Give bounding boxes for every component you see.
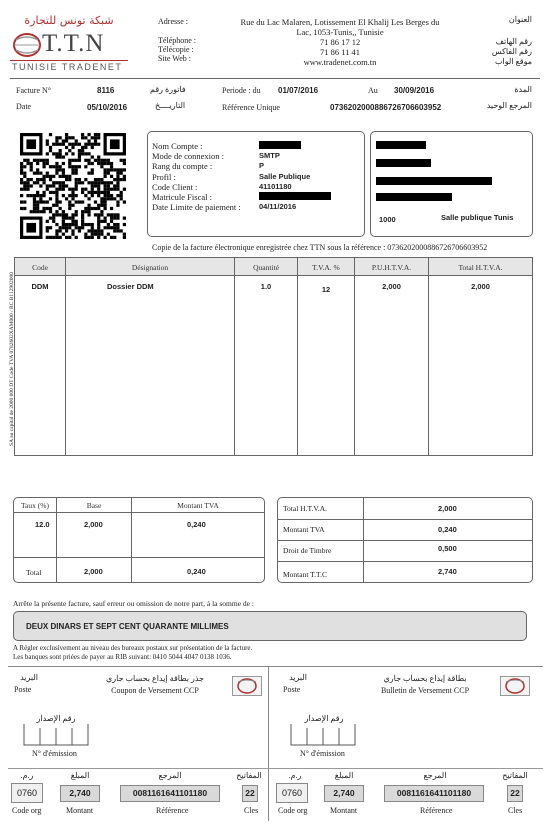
montant-ttc-value: 2,740: [438, 567, 457, 576]
right-montant-ar: المبلغ: [334, 771, 354, 780]
right-cles-value: 22: [507, 785, 523, 802]
coupon-right-emission-boxes: [290, 724, 356, 746]
client-values: [259, 141, 331, 212]
tva-col-base: Base: [86, 501, 102, 510]
right-reference-ar: المرجع: [423, 771, 447, 780]
total-htva-value: 2,000: [438, 504, 457, 513]
address-text: [220, 17, 460, 67]
left-montant-value: 2,740: [60, 785, 100, 802]
tva-montant: 0,240: [187, 520, 206, 529]
mode-value: SMTP: [259, 151, 280, 161]
row-designation: Dossier DDM: [107, 282, 154, 291]
au-label: Au: [368, 86, 378, 95]
matricule-label: Matricule Fiscal :: [152, 192, 212, 203]
periode-label-ar: المدة: [514, 85, 532, 94]
coupon-left-poste: Poste: [14, 685, 32, 694]
date-limite-value: 04/11/2016: [259, 202, 297, 212]
amount-in-words: DEUX DINARS ET SEPT CENT QUARANTE MILLIMES: [26, 622, 229, 631]
side-note: SA au capital de 2000 000 DT Code TVA 0782602XAM000 / RC B112902000: [9, 272, 15, 446]
phone-value: 71 86 17 12: [319, 37, 361, 47]
date-label: Date: [16, 102, 32, 111]
facture-label-ar: فاتورة رقم: [150, 85, 186, 94]
col-puht: P.U.H.T.V.A.: [371, 263, 412, 272]
company-logo: [10, 14, 130, 74]
tva-col-taux: Taux (%): [20, 501, 49, 510]
address-redacted-2: [376, 159, 431, 167]
periode-label: Periode : du: [222, 86, 261, 95]
coupon-left-title-ar: جذر بطاقة إيداع بحساب جاري: [106, 674, 204, 683]
company-arabic-name: شبكة تونس للتجارة: [24, 14, 114, 27]
col-tva: T.V.A. %: [312, 263, 340, 272]
col-total: Total H.T.V.A.: [458, 263, 503, 272]
col-designation: Désignation: [131, 263, 169, 272]
fax-label: Télécopie :: [158, 45, 194, 54]
address-line2: Lac, 1053-Tunis,, Tunisie: [296, 27, 384, 37]
col-quantite: Quantité: [253, 263, 279, 272]
left-reference-ar: المرجع: [158, 771, 182, 780]
web-label-ar: موقع الواب: [494, 57, 532, 66]
profil-label: Profil :: [152, 171, 176, 182]
arrete-text: Arrête la présente facture, sauf erreur ou omission de notre part, à la somme de :: [13, 599, 254, 608]
copy-note: Copie de la facture électronique enregistrée chez TTN sous la référence : 0736202000886726706603952: [152, 243, 488, 252]
ref-label-ar: المرجع الوحيد: [486, 101, 532, 110]
periode-to: 30/09/2016: [394, 86, 435, 95]
tva-base: 2,000: [84, 520, 103, 529]
col-code: Code: [32, 263, 48, 272]
coupon-left-title: Coupon de Versement CCP: [111, 686, 199, 695]
coupon-right-poste: Poste: [283, 685, 301, 694]
nom-compte-label: Nom Compte :: [152, 141, 203, 151]
code-client-label: Code Client :: [152, 181, 198, 192]
company-acronym: T.T.N: [42, 30, 105, 57]
left-montant-label: Montant: [66, 806, 94, 815]
tva-total-label: Total: [26, 568, 42, 577]
left-montant-ar: المبلغ: [70, 771, 90, 780]
montant-ttc-label: Montant T.T.C: [283, 570, 327, 579]
phone-label-ar: رقم الهاتف: [495, 37, 532, 46]
left-code-org-box: [11, 783, 43, 803]
right-montant-label: Montant: [330, 806, 358, 815]
coupon-right-poste-ar: البريد: [289, 673, 307, 682]
invoice-date: 05/10/2016: [87, 103, 128, 112]
right-reference-value: 0081161641101180: [384, 785, 484, 802]
coupon-left-emission: N° d'émission: [32, 749, 77, 758]
coupon-right-emission-ar: رقم الإصدار: [304, 714, 344, 723]
payment-note-1: A Régler exclusivement au niveau des bureaux postaux sur présentation de la facture.: [13, 644, 253, 652]
postal-code: 1000: [379, 215, 396, 224]
coupon-right-title: Bulletin de Versement CCP: [380, 686, 470, 695]
mode-label: Mode de connexion :: [152, 151, 224, 162]
row-tva: 12: [321, 285, 331, 294]
tva-taux: 12.0: [35, 520, 50, 529]
totals-box: [277, 497, 533, 583]
coupon-right-emission: N° d'émission: [300, 749, 345, 758]
tva-col-montant: Montant TVA: [177, 501, 219, 510]
right-code-org-box: [276, 783, 308, 803]
fax-label-ar: رقم الفاكس: [491, 47, 532, 56]
montant-tva-value: 0,240: [438, 525, 457, 534]
left-cles-value: 22: [242, 785, 258, 802]
address-redacted-1: [376, 141, 426, 149]
total-htva-label: Total H.T.V.A.: [283, 504, 327, 513]
matricule-redacted: [259, 192, 331, 202]
row-code: DDM: [31, 282, 49, 291]
web-value: www.tradenet.com.tn: [303, 57, 377, 67]
tva-total-base: 2,000: [84, 567, 103, 576]
address-redacted-3: [376, 177, 492, 185]
right-cles-ar: المفاتيح: [502, 771, 528, 780]
fax-value: 71 86 11 41: [319, 47, 361, 57]
periode-from: 01/07/2016: [278, 86, 319, 95]
droit-timbre-label: Droit de Timbre: [283, 546, 332, 555]
left-code-org-value: 0760: [16, 788, 38, 798]
address-label: Adresse :: [158, 17, 188, 26]
montant-tva-label: Montant TVA: [283, 525, 325, 534]
coupon-left-emission-boxes: [23, 724, 89, 746]
facture-number: 8116: [97, 86, 115, 95]
row-puht: 2,000: [382, 282, 401, 291]
nom-compte-redacted: [259, 141, 331, 151]
address-label-ar: العنوان: [508, 15, 532, 24]
right-montant-value: 2,740: [324, 785, 364, 802]
right-rm-ar: ر.م.: [288, 771, 302, 780]
client-labels: [152, 141, 241, 212]
ref-label: Référence Unique: [222, 103, 280, 112]
facture-label: Facture N°: [16, 86, 51, 95]
code-client-value: 41101180: [259, 181, 292, 191]
left-reference-label: Référence: [156, 806, 189, 815]
left-reference-value: 0081161641101180: [120, 785, 220, 802]
coupon-left-emission-ar: رقم الإصدار: [36, 714, 76, 723]
left-code-org-label: Code org: [12, 806, 42, 815]
client-address-box: [370, 131, 533, 237]
company-full-name: TUNISIE TRADENET: [12, 62, 123, 72]
right-reference-label: Référence: [420, 806, 453, 815]
row-total: 2,000: [471, 282, 490, 291]
tva-total-montant: 0,240: [187, 567, 206, 576]
tva-table: [13, 497, 265, 583]
left-cles-ar: المفاتيح: [236, 771, 262, 780]
left-rm-ar: ر.م.: [20, 771, 34, 780]
coupon-right-logo-icon: [500, 676, 530, 696]
ttn-globe-logo-icon: [12, 32, 42, 58]
date-label-ar: التاريــــخ: [155, 101, 186, 110]
right-code-org-value: 0760: [281, 788, 303, 798]
web-label: Site Web :: [158, 54, 191, 63]
amount-words-box: [13, 611, 527, 641]
address-line1: Rue du Lac Malaren, Lotissement El Khalij Les Berges du: [240, 17, 440, 27]
droit-timbre-value: 0,500: [438, 544, 457, 553]
coupon-right-title-ar: بطاقة إيداع بحساب جاري: [383, 674, 467, 683]
profil-value: Salle Publique: [259, 171, 311, 181]
payment-note-2: Les banques sont priées de payer au RIB suivant: 0410 5044 4047 0138 1036.: [13, 653, 232, 661]
ref-value: 0736202000886726706603952: [330, 103, 442, 112]
date-limite-label: Date Limite de paiement :: [152, 202, 241, 213]
right-code-org-label: Code org: [278, 806, 308, 815]
city: Salle publique Tunis: [441, 213, 514, 222]
phone-label: Téléphone :: [158, 36, 196, 45]
table-row: [15, 282, 532, 294]
items-table: [14, 257, 533, 456]
rang-value: P: [259, 161, 265, 171]
right-cles-label: Cles: [508, 806, 523, 815]
rang-label: Rang du compte :: [152, 161, 213, 172]
left-cles-label: Cles: [244, 806, 259, 815]
row-quantite: 1.0: [260, 282, 272, 291]
qr-code: [20, 133, 126, 239]
coupon-left-poste-ar: البريد: [20, 673, 38, 682]
address-redacted-4: [376, 193, 452, 201]
client-info-box: [147, 131, 365, 237]
coupon-left-logo-icon: [232, 676, 262, 696]
